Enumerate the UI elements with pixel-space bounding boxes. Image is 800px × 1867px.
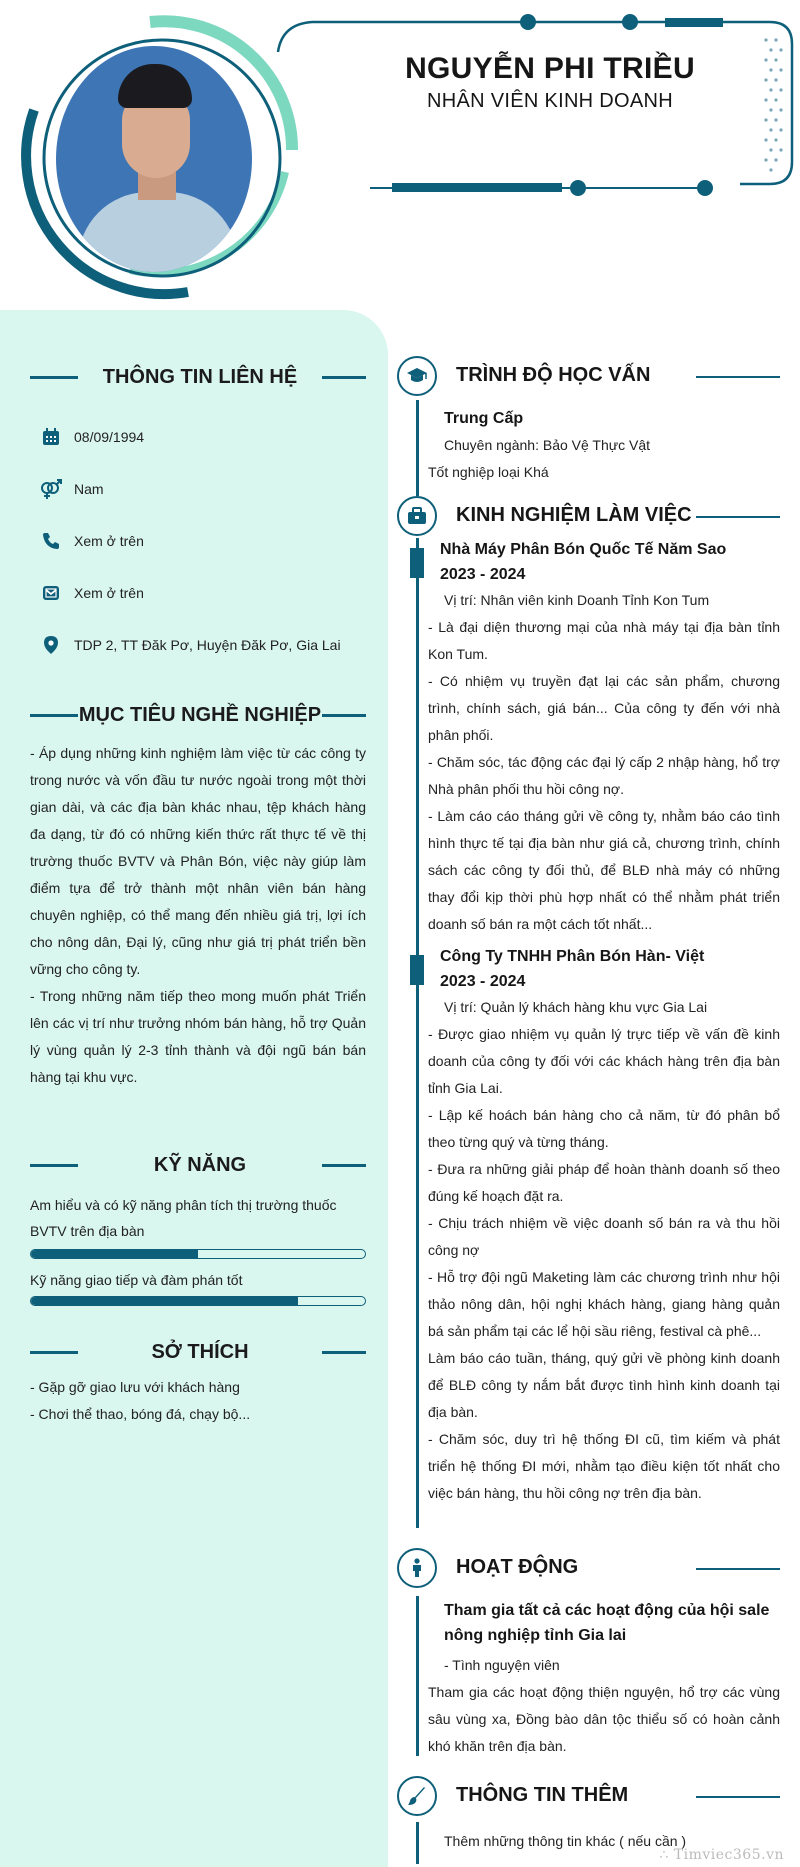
- email-icon: [38, 580, 64, 606]
- briefcase-icon: [397, 496, 437, 536]
- gender-text: Nam: [74, 481, 104, 497]
- job-1-period: 2023 - 2024: [440, 566, 526, 583]
- skill-bar-1: [30, 1249, 366, 1259]
- education-level: Trung Cấp: [444, 410, 524, 427]
- skill-label-1: Am hiểu và có kỹ năng phân tích thị trường thuốc BVTV trên địa bàn: [30, 1197, 337, 1239]
- hobbies-text: - Gặp gỡ giao lưu với khách hàng - Chơi thể thao, bóng đá, chạy bộ...: [30, 1379, 251, 1422]
- job-1-company: Nhà Máy Phân Bón Quốc Tế Năm Sao: [440, 541, 727, 558]
- address-text: TDP 2, TT Đăk Pơ, Huyện Đăk Pơ, Gia Lai: [74, 637, 341, 653]
- job-2-description: - Được giao nhiệm vụ quản lý trực tiếp về vấn đề kinh doanh của công ty đối với các khách hàng trên địa bàn tỉnh Gia Lai. - Lập kế hoách bán hàng cho cả năm, từ đó phân bổ theo từng quý và từng tháng. - Đưa ra những giải pháp để hoàn thành doanh số theo đúng kế hoạch đặt ra. - Chịu trách nhiệm về việc doanh số bán ra và thu hồi công nợ - Hỗ trợ đội ngũ Maketing làm các chương trình như hội thảo nông dân, hội nghị khách hàng, giang hàng quản bá sản phẩm tại các lể hội sầu riêng, festival cà phê... Làm báo cáo tuần, tháng, quý gửi về phòng kinh doanh để BLĐ công ty nắm bắt được tình hình kinh doanh tại địa bàn. - Chăm sóc, duy trì hệ thống ĐI cũ, tìm kiếm và phát triển hệ thống ĐI mới, nhằm tạo điều kiện tốt nhất cho việc bán hàng, thu hồi công nợ trên địa bàn.: [428, 1026, 780, 1501]
- contact-heading-title: THÔNG TIN LIÊN HỆ: [102, 366, 298, 388]
- activities-title: Tham gia tất cả các hoạt động của hội sale nông nghiệp tỉnh Gia lai: [444, 1602, 770, 1644]
- gender-icon: [38, 476, 64, 502]
- education-grade: Tốt nghiệp loại Khá: [428, 464, 549, 480]
- experience-timeline: [416, 538, 419, 1528]
- location-pin-icon: [38, 632, 64, 658]
- job-1-marker: [410, 548, 424, 578]
- objective-text: - Áp dụng những kinh nghiệm làm việc từ các công ty trong nước và vốn đầu tư nước ngoài trong một thời gian dài, và các địa bàn khác nhau, tệp khách hàng đa dạng, từ đó có những kiến thức rất thực tế về thị trường thuốc BVTV và Phân Bón, việc này giúp làm điểm tựa để trở thành một nhân viên bán hàng chuyên nghiệp, có thể mang đến nhiều giá trị, lợi ích cho nông dân, Đại lý, cũng như giá trị phát triển bền vững cho công ty. - Trong những năm tiếp theo mong muốn phát Triển lên các vị trí như trưởng nhóm bán hàng, hỗ trợ Quản lý vùng quản lý 2-3 tỉnh thành và đội ngũ bán bán hàng tại khu vực.: [30, 745, 366, 1085]
- phone-icon: [38, 528, 64, 554]
- education-timeline: [416, 400, 419, 496]
- avatar-wrap: [20, 20, 300, 300]
- contact-phone: [38, 528, 144, 554]
- activities-description: Tham gia các hoạt động thiện nguyện, hổ trợ các vùng sâu vùng xa, Đồng bào dân tộc thiểu số có hoàn cảnh khó khăn trên địa bàn.: [428, 1684, 780, 1754]
- calendar-icon: [38, 424, 64, 450]
- activities-heading: HOẠT ĐỘNG: [456, 1556, 579, 1578]
- candidate-name: NGUYỄN PHI TRIỀU: [405, 52, 695, 85]
- skills-heading: [30, 1154, 366, 1177]
- job-2-period: 2023 - 2024: [440, 973, 526, 990]
- contact-birthday: [38, 424, 144, 450]
- extra-text: Thêm những thông tin khác ( nếu cần ): [444, 1833, 687, 1849]
- contact-address: [38, 632, 341, 658]
- hobbies-heading-title: SỞ THÍCH: [151, 1341, 249, 1363]
- contact-email: [38, 580, 144, 606]
- skill-bar-2-fill: [31, 1297, 298, 1305]
- education-major: Chuyên ngành: Bảo Vệ Thực Vật: [444, 437, 651, 453]
- job-2-marker: [410, 955, 424, 985]
- job-1-position: Vị trí: Nhân viên kinh Doanh Tỉnh Kon Tum: [444, 592, 710, 608]
- email-text: Xem ở trên: [74, 585, 144, 601]
- job-1-description: - Là đại diện thương mại của nhà máy tại địa bàn tỉnh Kon Tum. - Có nhiệm vụ truyền đạt lại các sản phẩm, chương trình, chính sách, giá bán... Của công ty đến với nhà phân phối. - Chăm sóc, tác động các đại lý cấp 2 nhập hàng, hổ trợ Nhà phân phối thu hồi công nợ. - Làm cáo cáo tháng gửi về công ty, nhằm báo cáo tình hình thực tế tại địa bàn như giá cả, chương trình, chính sách các công ty đối thủ, để BLĐ nhà máy có những thay đổi kịp thời phù hợp nhất có thể nhằm phát triển doanh số bán ra một cách tốt nhất...: [428, 619, 780, 932]
- extra-timeline: [416, 1822, 419, 1864]
- candidate-job-title: NHÂN VIÊN KINH DOANH: [426, 90, 674, 112]
- objective-heading-title: MỤC TIÊU NGHỀ NGHIỆP: [78, 704, 322, 726]
- activities-role: - Tình nguyện viên: [444, 1657, 560, 1673]
- birthday-text: 08/09/1994: [74, 429, 145, 445]
- watermark-text: Timviec365.vn: [673, 1847, 784, 1863]
- skill-bar-2: [30, 1296, 366, 1306]
- skill-bar-1-fill: [31, 1250, 198, 1258]
- objective-heading: [30, 704, 366, 727]
- experience-heading: KINH NGHIỆM LÀM VIỆC: [456, 504, 692, 526]
- job-2-position: Vị trí: Quản lý khách hàng khu vực Gia Lai: [444, 999, 708, 1015]
- experience-heading-line: [696, 516, 780, 518]
- education-heading-line: [696, 376, 780, 378]
- extra-heading-line: [696, 1796, 780, 1798]
- activities-timeline: [416, 1596, 419, 1756]
- graduation-cap-icon: [397, 356, 437, 396]
- hobbies-heading: [30, 1341, 366, 1364]
- education-heading: TRÌNH ĐỘ HỌC VẤN: [456, 364, 651, 386]
- extra-heading: THÔNG TIN THÊM: [456, 1784, 629, 1806]
- phone-text: Xem ở trên: [74, 533, 144, 549]
- contact-gender: [38, 476, 104, 502]
- activities-heading-line: [696, 1568, 780, 1570]
- job-2-company: Công Ty TNHH Phân Bón Hàn- Việt: [440, 948, 705, 965]
- watermark: ∴ Timviec365.vn: [659, 1847, 784, 1863]
- contact-heading: [30, 366, 366, 389]
- person-icon: [397, 1548, 437, 1588]
- skills-heading-title: KỸ NĂNG: [153, 1154, 247, 1176]
- avatar: [56, 46, 252, 272]
- skill-label-2: Kỹ năng giao tiếp và đàm phán tốt: [30, 1272, 243, 1288]
- name-block: [380, 52, 720, 113]
- brush-icon: [397, 1776, 437, 1816]
